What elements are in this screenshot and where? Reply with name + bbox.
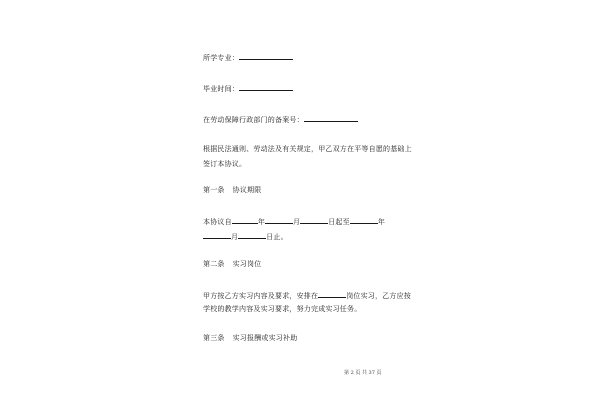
- article-2-text-prefix: 甲方按乙方实习内容及要求，安排在: [203, 292, 319, 300]
- start-month-blank[interactable]: [265, 216, 293, 224]
- article-3-title: 实习报酬或实习补助: [232, 334, 298, 342]
- filing-number-label: 在劳动保障行政部门的备案号：: [203, 116, 304, 124]
- article-2-text-2: 学校的教学内容及实习要求，努力完成实习任务。: [203, 305, 362, 313]
- end-day-blank[interactable]: [238, 231, 266, 239]
- article-2-line-2: [203, 305, 361, 314]
- article-2-line-1: [203, 290, 411, 301]
- filing-number-blank[interactable]: [304, 114, 358, 122]
- preamble-line-2: [203, 160, 246, 169]
- major-blank[interactable]: [239, 52, 293, 60]
- start-day-text: 日起至: [328, 218, 350, 226]
- article-3-heading: [203, 334, 297, 343]
- article-1-number: 第一条: [203, 186, 225, 194]
- article-2-number: 第二条: [203, 260, 225, 268]
- end-month-text: 月: [231, 233, 239, 241]
- end-day-text: 日止。: [266, 233, 288, 241]
- position-blank[interactable]: [318, 290, 346, 298]
- article-1-start-text: 本协议自: [203, 218, 232, 226]
- graduation-blank[interactable]: [239, 83, 293, 91]
- filing-number-field: [203, 114, 358, 125]
- end-year-blank[interactable]: [350, 216, 378, 224]
- end-year-text: 年: [377, 218, 386, 226]
- preamble-text-1: 根据民法通则、劳动法及有关规定，甲乙双方在平等自愿的基础上: [203, 145, 412, 153]
- article-1-line-1: [203, 216, 385, 227]
- start-year-text: 年: [257, 218, 266, 226]
- preamble-line-1: [203, 145, 412, 154]
- article-2-title: 实习岗位: [232, 260, 262, 268]
- article-1-title: 协议期限: [232, 186, 262, 194]
- article-3-number: 第三条: [203, 334, 225, 342]
- start-year-blank[interactable]: [232, 216, 258, 224]
- preamble-text-2: 签订本协议。: [203, 160, 247, 168]
- start-day-blank[interactable]: [300, 216, 328, 224]
- article-2-heading: [203, 260, 261, 269]
- graduation-field: [203, 83, 293, 94]
- page-number: 第 2 页 共 37 页: [344, 370, 382, 376]
- end-month-blank[interactable]: [203, 231, 231, 239]
- article-1-line-2: [203, 231, 288, 242]
- major-label: 所学专业：: [203, 54, 239, 62]
- article-2-text-suffix: 岗位实习，乙方应按: [346, 292, 412, 300]
- article-1-heading: [203, 186, 261, 195]
- major-field: [203, 52, 293, 63]
- start-month-text: 月: [293, 218, 301, 226]
- graduation-label: 毕业时间：: [203, 85, 239, 93]
